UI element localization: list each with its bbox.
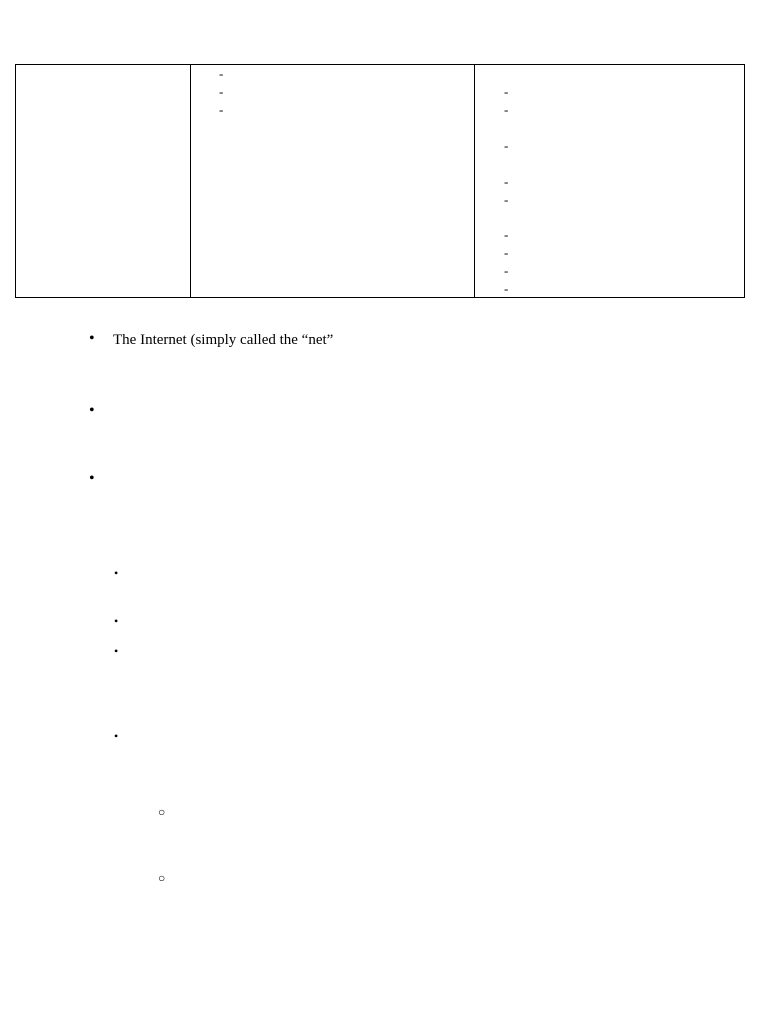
document-table: [15, 64, 745, 298]
table-dash-marker: -: [219, 102, 224, 117]
sub-sub-list-bullet: ○: [158, 805, 166, 819]
table-dash-marker: -: [219, 66, 224, 81]
table-dash-marker: -: [504, 227, 509, 242]
list-bullet: •: [89, 402, 95, 419]
list-item-text: The Internet (simply called the “net”: [113, 332, 334, 348]
list-bullet: •: [89, 470, 95, 487]
table-dash-marker: -: [504, 192, 509, 207]
table-column-divider: [190, 65, 191, 297]
table-dash-marker: -: [219, 84, 224, 99]
sub-list-bullet: •: [114, 566, 119, 580]
table-column-divider: [474, 65, 475, 297]
table-dash-marker: -: [504, 84, 509, 99]
sub-list-bullet: •: [114, 614, 119, 628]
table-dash-marker: -: [504, 263, 509, 278]
table-dash-marker: -: [504, 174, 509, 189]
sub-list-bullet: •: [114, 729, 119, 743]
table-dash-marker: -: [504, 245, 509, 260]
sub-sub-list-bullet: ○: [158, 871, 166, 885]
table-dash-marker: -: [504, 281, 509, 296]
table-dash-marker: -: [504, 102, 509, 117]
sub-list-bullet: •: [114, 644, 119, 658]
list-bullet: •: [89, 330, 95, 347]
table-dash-marker: -: [504, 138, 509, 153]
